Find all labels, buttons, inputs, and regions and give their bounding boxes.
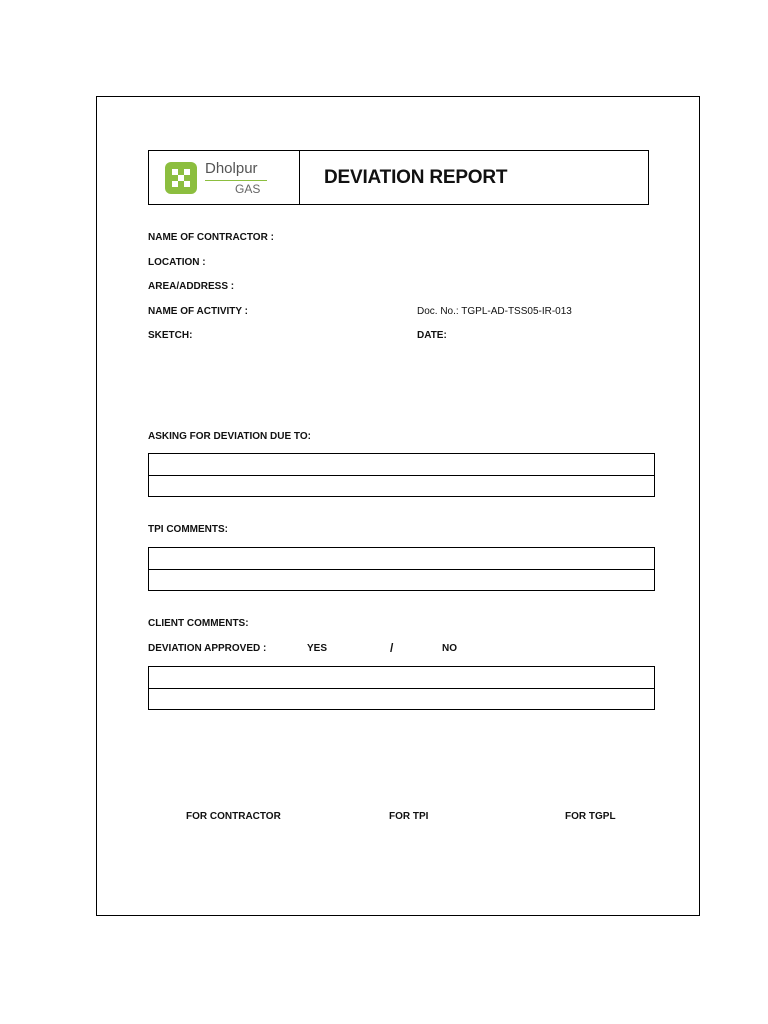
client-comments-box [148, 666, 655, 710]
area-address-label: AREA/ADDRESS : [148, 281, 235, 292]
logo-company-sub: GAS [235, 182, 261, 196]
client-comments-line-1[interactable] [149, 667, 654, 688]
date-label: DATE: [417, 330, 447, 341]
logo-divider [205, 180, 267, 181]
client-comments-heading: CLIENT COMMENTS: [148, 618, 249, 629]
report-header [148, 150, 649, 205]
activity-name-label: NAME OF ACTIVITY : [148, 306, 248, 317]
sketch-label: SKETCH: [148, 330, 193, 341]
logo-company-name: Dholpur [205, 160, 258, 177]
deviation-approved-label: DEVIATION APPROVED : [148, 643, 267, 654]
deviation-reason-line-1[interactable] [149, 454, 654, 475]
document-page-frame [96, 96, 700, 916]
client-comments-line-2[interactable] [149, 688, 654, 709]
deviation-reason-line-2[interactable] [149, 475, 654, 496]
signature-tpi: FOR TPI [389, 811, 429, 822]
deviation-reason-box [148, 453, 655, 497]
tpi-comments-heading: TPI COMMENTS: [148, 524, 228, 535]
doc-number: Doc. No.: TGPL-AD-TSS05-IR-013 [417, 306, 572, 317]
title-cell [300, 151, 648, 204]
approval-separator: / [390, 641, 394, 655]
contractor-name-label: NAME OF CONTRACTOR : [148, 232, 274, 243]
approved-no-option[interactable]: NO [442, 643, 457, 654]
company-logo [149, 151, 300, 204]
logo-mark-icon [165, 162, 197, 194]
tpi-comments-line-2[interactable] [149, 569, 654, 590]
tpi-comments-box [148, 547, 655, 591]
signature-contractor: FOR CONTRACTOR [186, 811, 281, 822]
tpi-comments-line-1[interactable] [149, 548, 654, 569]
approved-yes-option[interactable]: YES [307, 643, 328, 654]
signature-tgpl: FOR TGPL [565, 811, 616, 822]
deviation-reason-heading: ASKING FOR DEVIATION DUE TO: [148, 431, 311, 442]
page-title: DEVIATION REPORT [324, 166, 508, 188]
location-label: LOCATION : [148, 257, 206, 268]
